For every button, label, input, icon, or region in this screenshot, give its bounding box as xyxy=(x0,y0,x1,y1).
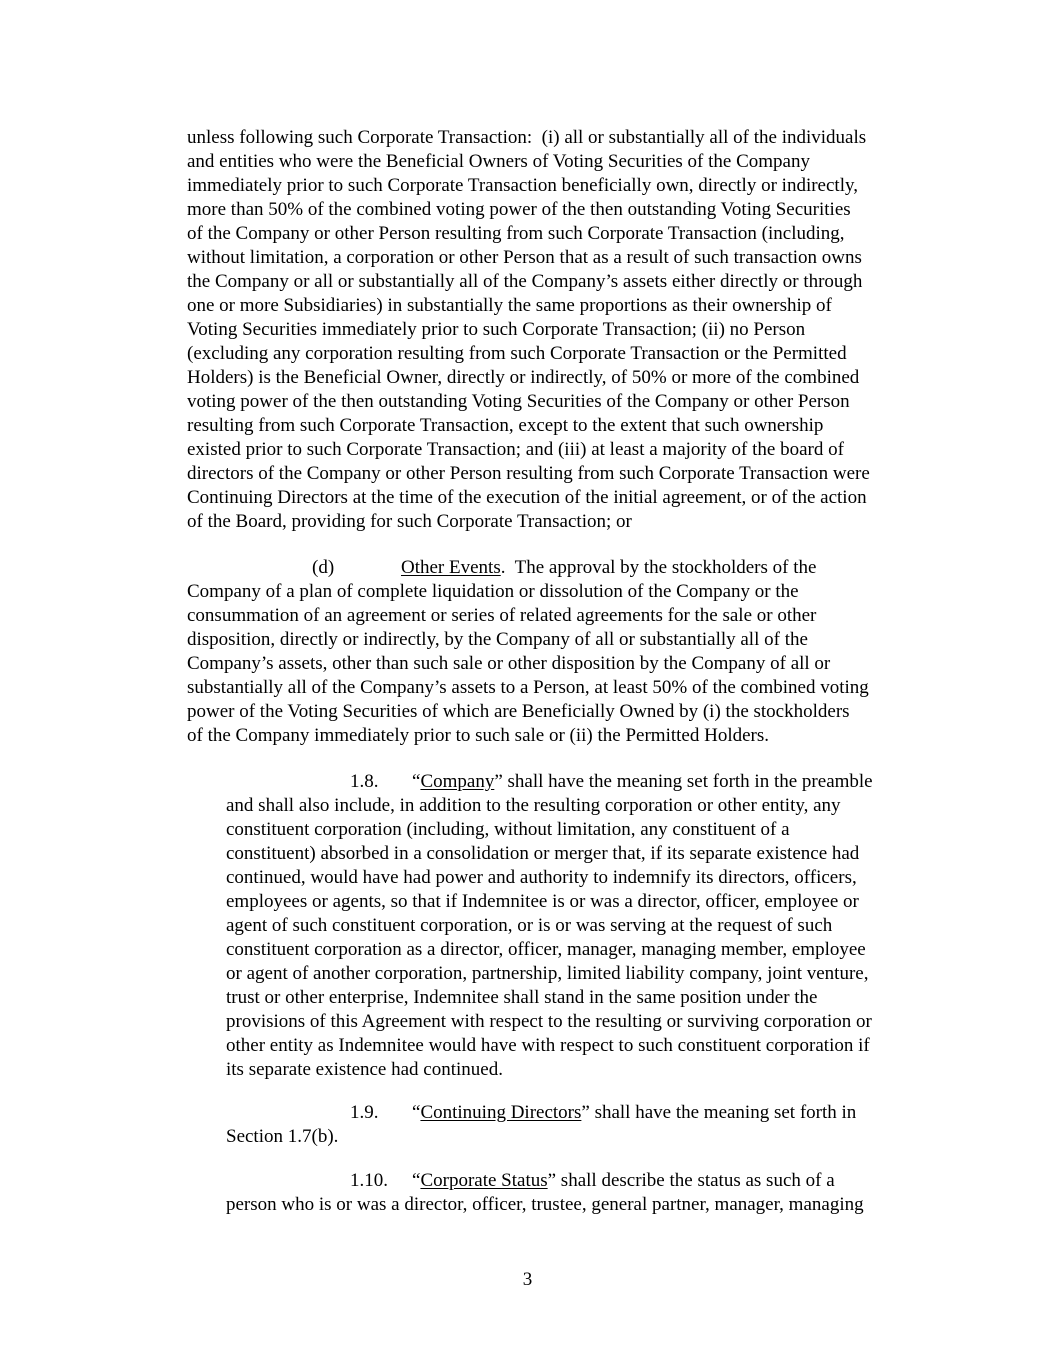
text-line: voting power of the then outstanding Voting Securities of the Company or other Person xyxy=(187,391,850,412)
text-line: and entities who were the Beneficial Owners of Voting Securities of the Company xyxy=(187,151,810,172)
definition-heading-line xyxy=(412,1101,856,1125)
text-line: provisions of this Agreement with respect to the resulting or surviving corporation or xyxy=(226,1011,872,1032)
text-line: immediately prior to such Corporate Transaction beneficially own, directly or indirectly, xyxy=(187,175,858,196)
text-line: consummation of an agreement or series of related agreements for the sale or other xyxy=(187,605,817,626)
page-number: 3 xyxy=(522,1269,533,1290)
text-line: Holders) is the Beneficial Owner, directly or indirectly, of 50% or more of the combined xyxy=(187,367,860,388)
text-line: Voting Securities immediately prior to such Corporate Transaction; (ii) no Person xyxy=(187,319,806,340)
section-number: 1.10. xyxy=(350,1170,388,1191)
defined-term: Company xyxy=(420,771,495,792)
text-line: Company of a plan of complete liquidation or dissolution of the Company or the xyxy=(187,581,799,602)
text-line: of the Company or other Person resulting from such Corporate Transaction (including, xyxy=(187,223,845,244)
text-line: Continuing Directors at the time of the execution of the initial agreement, or of the action xyxy=(187,487,867,508)
paragraph-heading-line xyxy=(401,556,816,580)
text-line: (excluding any corporation resulting from such Corporate Transaction or the Permitted xyxy=(187,343,847,364)
section-number: 1.9. xyxy=(350,1102,379,1123)
text-fragment: “ xyxy=(412,1170,421,1191)
text-line: person who is or was a director, officer, trustee, general partner, manager, managing xyxy=(226,1194,864,1215)
text-line: constituent corporation as a director, officer, manager, managing member, employee xyxy=(226,939,866,960)
text-line: resulting from such Corporate Transaction, except to the extent that such ownership xyxy=(187,415,824,436)
defined-term: Corporate Status xyxy=(420,1170,548,1191)
text-fragment: “ xyxy=(412,771,421,792)
text-fragment: ” shall describe the status as such of a xyxy=(547,1170,835,1191)
text-fragment: ” shall have the meaning set forth in xyxy=(581,1102,857,1123)
text-line: without limitation, a corporation or other Person that as a result of such transaction owns xyxy=(187,247,862,268)
text-line: Company’s assets, other than such sale or other disposition by the Company of all or xyxy=(187,653,831,674)
text-line: the Company or all or substantially all of the Company’s assets either directly or through xyxy=(187,271,863,292)
text-line: Section 1.7(b). xyxy=(226,1126,339,1147)
text-line: continued, would have had power and authority to indemnify its directors, officers, xyxy=(226,867,857,888)
text-line: or agent of another corporation, partnership, limited liability company, joint venture, xyxy=(226,963,869,984)
text-line: one or more Subsidiaries) in substantially the same proportions as their ownership of xyxy=(187,295,832,316)
text-line: of the Company immediately prior to such sale or (ii) the Permitted Holders. xyxy=(187,725,770,746)
text-fragment: “ xyxy=(412,1102,421,1123)
text-line: directors of the Company or other Person resulting from such Corporate Transaction were xyxy=(187,463,870,484)
text-line: employees or agents, so that if Indemnitee is or was a director, officer, employee or xyxy=(226,891,859,912)
text-line: its separate existence had continued. xyxy=(226,1059,503,1080)
definition-heading-line xyxy=(412,1169,835,1193)
definition-heading-line xyxy=(412,770,873,794)
text-line: of the Board, providing for such Corporate Transaction; or xyxy=(187,511,632,532)
text-fragment: ” shall have the meaning set forth in the preamble xyxy=(494,771,873,792)
text-line: power of the Voting Securities of which are Beneficially Owned by (i) the stockholders xyxy=(187,701,850,722)
text-fragment: . The approval by the stockholders of the xyxy=(500,557,817,578)
text-line: other entity as Indemnitee would have with respect to such constituent corporation if xyxy=(226,1035,870,1056)
defined-term: Continuing Directors xyxy=(420,1102,582,1123)
paragraph-number: (d) xyxy=(312,557,335,578)
text-line: more than 50% of the combined voting power of the then outstanding Voting Securities xyxy=(187,199,851,220)
text-line: substantially all of the Company’s assets to a Person, at least 50% of the combined voting xyxy=(187,677,869,698)
text-line: constituent) absorbed in a consolidation or merger that, if its separate existence had xyxy=(226,843,860,864)
text-line: constituent corporation (including, without limitation, any constituent of a xyxy=(226,819,790,840)
text-line: unless following such Corporate Transaction: (i) all or substantially all of the individuals xyxy=(187,127,867,148)
text-line: disposition, directly or indirectly, by the Company of all or substantially all of the xyxy=(187,629,808,650)
section-number: 1.8. xyxy=(350,771,379,792)
paragraph-heading: Other Events xyxy=(401,557,501,578)
text-line: and shall also include, in addition to the resulting corporation or other entity, any xyxy=(226,795,841,816)
text-line: existed prior to such Corporate Transaction; and (iii) at least a majority of the board of xyxy=(187,439,844,460)
text-line: trust or other enterprise, Indemnitee shall stand in the same position under the xyxy=(226,987,818,1008)
text-line: agent of such constituent corporation, or is or was serving at the request of such xyxy=(226,915,833,936)
